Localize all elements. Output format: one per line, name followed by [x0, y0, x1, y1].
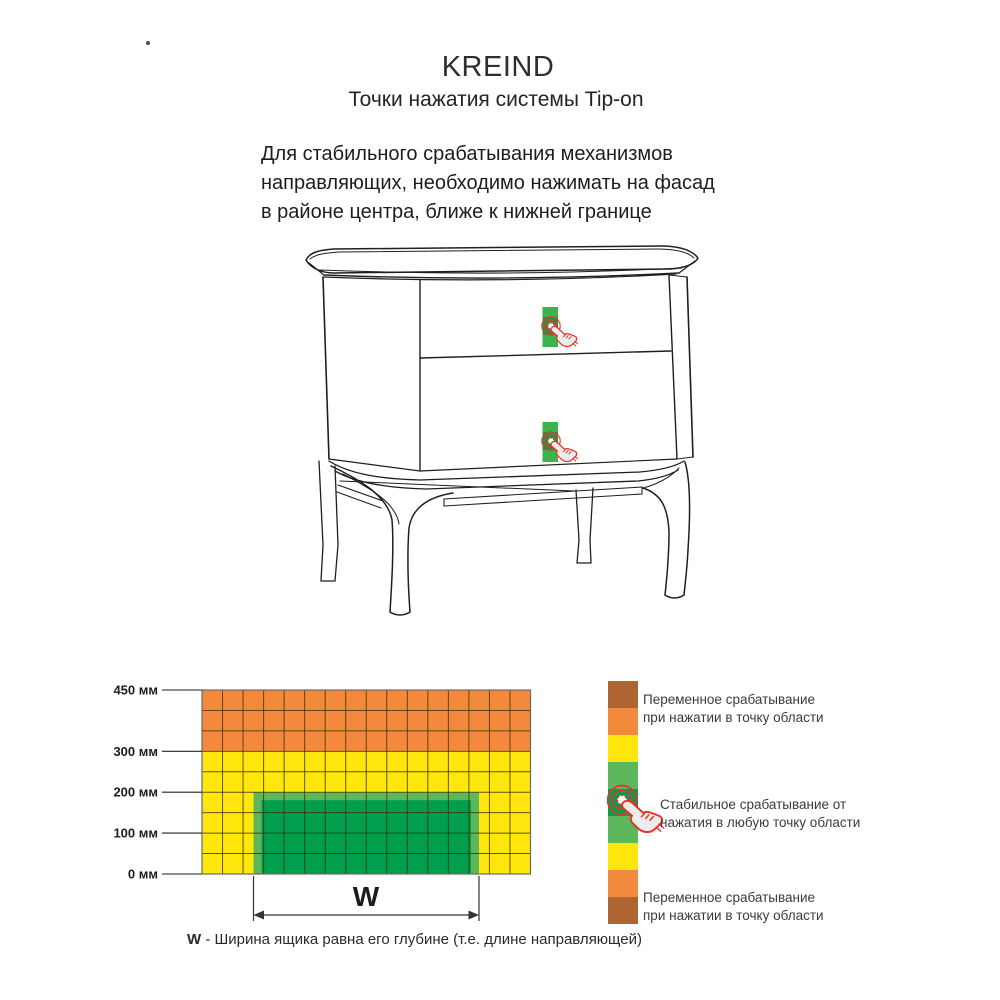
legend-line: при нажатии в точку области	[643, 709, 824, 725]
tick-450mm: 450 мм	[113, 682, 158, 698]
nightstand-top	[306, 246, 698, 278]
press-indicator-top-drawer	[542, 307, 578, 347]
legend-line: нажатия в любую точку области	[660, 814, 861, 830]
tick-300mm: 300 мм	[113, 743, 158, 759]
legend-line: при нажатии в точку области	[643, 907, 824, 923]
legend-seg-brown	[608, 897, 638, 924]
legend-line: Переменное срабатывание	[643, 890, 816, 905]
legend-line: Переменное срабатывание	[643, 692, 816, 707]
legend-seg-orange	[608, 708, 638, 735]
press-indicator-bottom-drawer	[542, 422, 578, 462]
width-dimension-label: W	[352, 881, 380, 912]
caption-text: - Ширина ящика равна его глубине (т.е. длине направляющей)	[201, 931, 642, 948]
nightstand-drawing	[306, 246, 698, 615]
arrow-left	[254, 911, 265, 920]
instruction-line: в районе центра, ближе к нижней границе	[261, 201, 652, 223]
legend-seg-yellow	[608, 843, 638, 870]
legend-entry-stable	[660, 796, 860, 831]
instruction-line: Для стабильного срабатывания механизмов	[261, 143, 673, 165]
caption-w: W	[187, 931, 202, 948]
tick-200mm: 200 мм	[113, 784, 158, 800]
tick-100mm: 100 мм	[113, 825, 158, 841]
y-axis	[162, 690, 202, 874]
rear-right-leg	[576, 488, 593, 563]
front-right-leg	[643, 462, 690, 598]
rear-left-leg	[319, 461, 338, 581]
press-zone-diagram	[113, 683, 530, 922]
arrow-right	[469, 911, 480, 920]
diagram-caption	[187, 931, 642, 948]
legend-entry-variable-bottom	[643, 889, 824, 924]
legend-entry-variable-top	[643, 691, 824, 726]
tick-0mm: 0 мм	[127, 866, 158, 882]
legend-seg-orange	[608, 870, 638, 897]
brand-title: KREIND	[441, 51, 555, 83]
drawer-divider	[420, 351, 671, 358]
nightstand-body	[323, 274, 693, 471]
legend-seg-brown	[608, 681, 638, 708]
stray-mark	[146, 41, 150, 45]
page-subtitle: Точки нажатия системы Tip-on	[348, 88, 644, 111]
instruction-line: направляющих, необходимо нажимать на фасад	[261, 172, 715, 194]
legend-seg-yellow	[608, 735, 638, 762]
legend-line: Стабильное срабатывание от	[660, 797, 847, 812]
instruction-text	[261, 140, 731, 227]
